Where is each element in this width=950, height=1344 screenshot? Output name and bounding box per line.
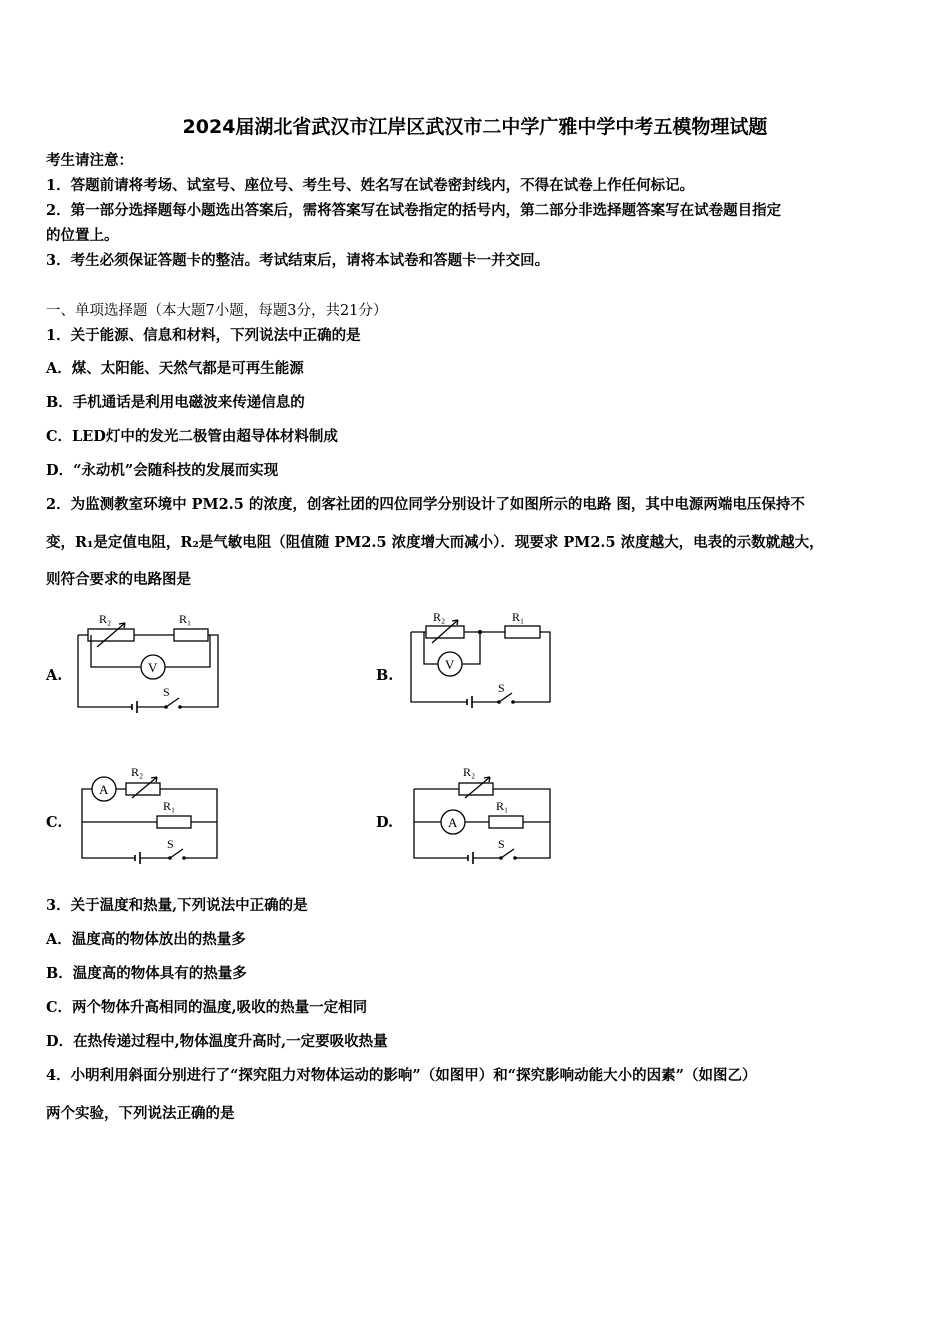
- circuit-a-voltmeter: V: [148, 660, 158, 675]
- circuit-label-b: B.: [376, 667, 394, 684]
- q2-stem-line3: 则符合要求的电路图是: [46, 571, 191, 588]
- q4-stem-line1: 4．小明利用斜面分别进行了“探究阻力对物体运动的影响”（如图甲）和“探究影响动能大小的因素”（如图乙）: [46, 1067, 757, 1084]
- q3-stem: 3．关于温度和热量,下列说法中正确的是: [46, 897, 308, 914]
- exam-title: 2024届湖北省武汉市江岸区武汉市二中学广雅中学中考五模物理试题: [182, 116, 768, 138]
- circuit-d-ammeter: A: [448, 815, 458, 830]
- circuit-c: [75, 760, 225, 865]
- notice-item-2-cont: 的位置上。: [46, 227, 119, 244]
- q3-option-a: A．温度高的物体放出的热量多: [46, 931, 246, 948]
- circuit-d-r2: R₂: [463, 765, 476, 779]
- circuit-a-switch: S: [163, 685, 170, 699]
- q2-stem-line2: 变，R₁是定值电阻，R₂是气敏电阻（阻值随 PM2.5 浓度增大而减小）．现要求 PM2.5 浓度越大，电表的示数就越大，: [46, 534, 824, 551]
- circuit-label-d: D.: [376, 814, 394, 831]
- circuit-b-switch: S: [498, 681, 505, 695]
- circuit-c-ammeter: A: [99, 782, 109, 797]
- q1-option-c: C．LED灯中的发光二极管由超导体材料制成: [46, 428, 338, 445]
- circuit-a-r2: R₂: [99, 612, 112, 626]
- q1-option-a: A．煤、太阳能、天然气都是可再生能源: [46, 360, 304, 377]
- circuit-c-r1: R₁: [163, 799, 176, 813]
- notice-item-3: 3．考生必须保证答题卡的整洁。考试结束后，请将本试卷和答题卡一并交回。: [46, 252, 550, 269]
- q1-stem: 1．关于能源、信息和材料，下列说法中正确的是: [46, 327, 361, 344]
- q4-stem-line2: 两个实验，下列说法正确的是: [46, 1105, 235, 1122]
- circuit-c-switch: S: [167, 837, 174, 851]
- q2-stem-line1: 2．为监测教室环境中 PM2.5 的浓度，创客社团的四位同学分别设计了如图所示的电路 图，其中电源两端电压保持不: [46, 496, 805, 513]
- circuit-d: [408, 760, 558, 865]
- q3-option-c: C．两个物体升高相同的温度,吸收的热量一定相同: [46, 999, 368, 1016]
- circuit-c-r2: R₂: [131, 765, 144, 779]
- circuit-b-r2: R₂: [433, 610, 446, 624]
- circuit-d-switch: S: [498, 837, 505, 851]
- q1-option-d: D．“永动机”会随科技的发展而实现: [46, 462, 279, 479]
- notice-heading: 考生请注意：: [46, 152, 133, 169]
- q3-option-b: B．温度高的物体具有的热量多: [46, 965, 247, 982]
- circuit-a: [75, 605, 225, 715]
- circuit-b-r1: R₁: [512, 610, 525, 624]
- notice-item-2: 2．第一部分选择题每小题选出答案后，需将答案写在试卷指定的括号内，第二部分非选择题答案写在试卷题目指定: [46, 202, 782, 219]
- notice-item-1: 1．答题前请将考场、试室号、座位号、考生号、姓名写在试卷密封线内，不得在试卷上作任何标记。: [46, 177, 695, 194]
- section-heading: 一、单项选择题（本大题7小题，每题3分，共21分）: [46, 303, 388, 319]
- q3-option-d: D．在热传递过程中,物体温度升高时,一定要吸收热量: [46, 1033, 388, 1050]
- circuit-a-r1: R₁: [179, 612, 192, 626]
- circuit-b-voltmeter: V: [445, 657, 455, 672]
- circuit-label-a: A.: [46, 667, 63, 684]
- q1-option-b: B．手机通话是利用电磁波来传递信息的: [46, 394, 305, 411]
- circuit-label-c: C.: [46, 814, 63, 831]
- circuit-d-r1: R₁: [496, 799, 509, 813]
- circuit-b: [408, 602, 558, 712]
